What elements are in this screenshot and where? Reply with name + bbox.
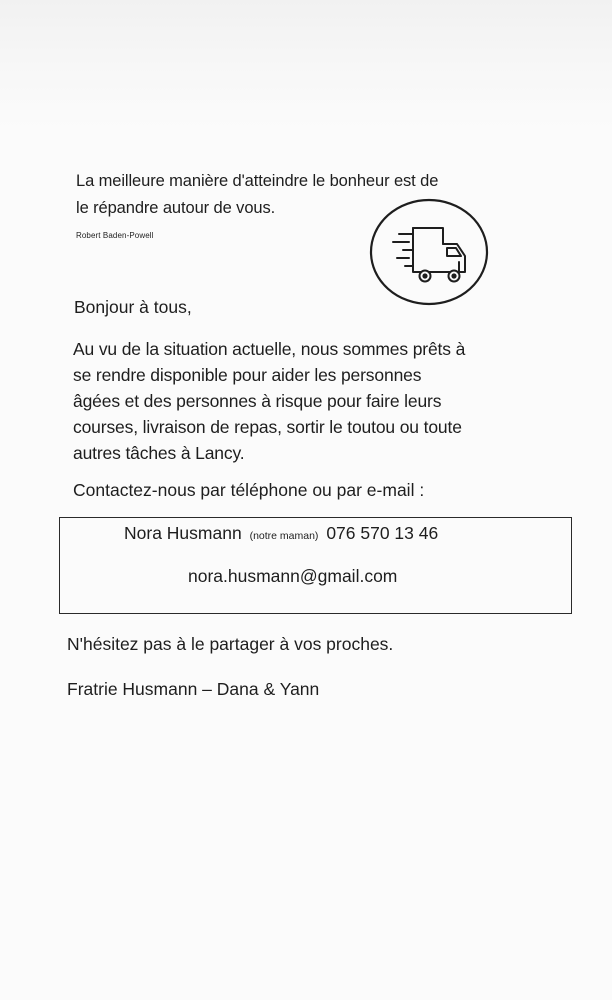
contact-intro: Contactez-nous par téléphone ou par e-mail : (73, 480, 425, 500)
body-line: Au vu de la situation actuelle, nous sommes prêts à (73, 339, 466, 359)
contact-name: Nora Husmann (124, 523, 242, 543)
contact-email[interactable]: nora.husmann@gmail.com (188, 566, 398, 586)
greeting: Bonjour à tous, (74, 297, 192, 317)
share-text: N'hésitez pas à le partager à vos proches. (67, 634, 394, 654)
signature: Fratrie Husmann – Dana & Yann (67, 679, 320, 699)
contact-note: (notre maman) (249, 530, 319, 542)
quote-author: Robert Baden-Powell (76, 231, 154, 240)
contact-name-phone (124, 523, 438, 544)
body-line: âgées et des personnes à risque pour faire leurs (73, 391, 442, 411)
contact-phone[interactable]: 076 570 13 46 (326, 523, 439, 543)
quote-line-1: La meilleure manière d'atteindre le bonheur est de (76, 172, 439, 190)
delivery-truck-icon (369, 198, 489, 306)
body-line: se rendre disponible pour aider les personnes (73, 365, 422, 385)
quote-line-2: le répandre autour de vous. (76, 199, 276, 217)
body-line: autres tâches à Lancy. (73, 443, 245, 463)
body-paragraph (73, 336, 553, 466)
body-line: courses, livraison de repas, sortir le toutou ou toute (73, 417, 462, 437)
